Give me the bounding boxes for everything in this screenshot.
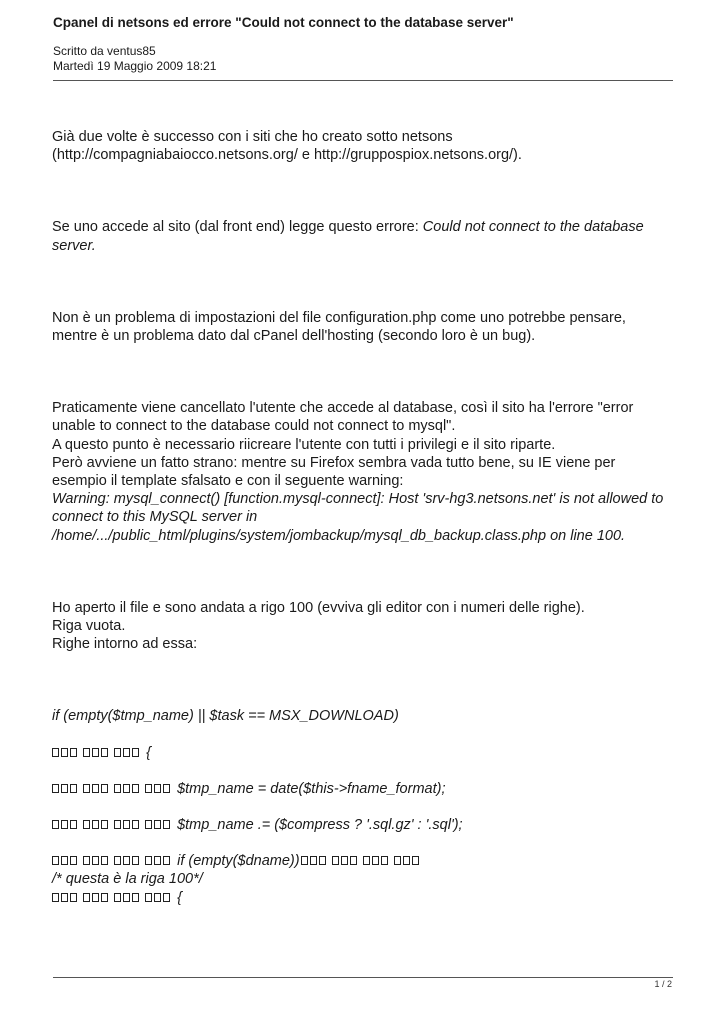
page-number: 1 / 2	[654, 979, 672, 989]
code-line: if (empty($dname))	[52, 852, 677, 870]
text-line	[52, 218, 677, 254]
footer-divider	[53, 977, 673, 978]
text-line: A questo punto è necessario riicreare l'utente con tutti i privilegi e il sito riparte.	[52, 436, 556, 453]
page-title: Cpanel di netsons ed errore "Could not connect to the database server"	[53, 15, 514, 30]
missing-glyph-icon	[52, 816, 172, 834]
code-line: {	[52, 744, 677, 762]
code-line: {	[52, 889, 677, 907]
missing-glyph-icon	[52, 744, 141, 762]
author-line: Scritto da ventus85	[53, 44, 156, 58]
code-comment: /* questa è la riga 100*/	[52, 871, 203, 888]
missing-glyph-icon	[52, 889, 172, 907]
paragraph-2	[52, 218, 677, 254]
text-line: esempio il template sfalsato e con il seguente warning:	[52, 473, 404, 490]
text-line: Non è un problema di impostazioni del file configuration.php come uno potrebbe pensare,	[52, 309, 626, 326]
code-line: $tmp_name = date($this->fname_format);	[52, 780, 677, 798]
warning-line: connect to this MySQL server in	[52, 509, 258, 526]
text-line: Però avviene un fatto strano: mentre su Firefox sembra vada tutto bene, su IE viene per	[52, 454, 616, 471]
paragraph-4	[52, 399, 677, 545]
paragraph-1	[52, 128, 677, 164]
error-intro: Se uno accede al sito (dal front end) legge questo errore:	[52, 219, 423, 236]
text-line: Riga vuota.	[52, 618, 126, 635]
warning-line: /home/.../public_html/plugins/system/jombackup/mysql_db_backup.class.php on line 100.	[52, 527, 626, 544]
text-line: Ho aperto il file e sono andata a rigo 100 (evviva gli editor con i numeri delle righe).	[52, 599, 585, 616]
header-divider	[53, 80, 673, 81]
missing-glyph-icon	[52, 780, 172, 798]
error-message: Could not connect to the database server.	[52, 219, 644, 254]
text-line: Praticamente viene cancellato l'utente che accede al database, così il sito ha l'errore "error	[52, 400, 634, 417]
text-line: mentre è un problema dato dal cPanel dell'hosting (secondo loro è un bug).	[52, 328, 536, 345]
text-line: unable to connect to the database could not connect to mysql".	[52, 418, 456, 435]
date-line: Martedì 19 Maggio 2009 18:21	[53, 59, 217, 73]
article-body	[52, 128, 677, 907]
code-block	[52, 707, 677, 906]
code-line: if (empty($tmp_name) || $task == MSX_DOWNLOAD)	[52, 708, 399, 725]
missing-glyph-icon	[301, 852, 421, 870]
paragraph-5	[52, 599, 677, 654]
paragraph-3	[52, 309, 677, 345]
text-line: Righe intorno ad essa:	[52, 636, 198, 653]
code-line: $tmp_name .= ($compress ? '.sql.gz' : '.sql');	[52, 816, 677, 834]
document-header	[53, 14, 673, 74]
missing-glyph-icon	[52, 852, 172, 870]
warning-line: Warning: mysql_connect() [function.mysql-connect]: Host 'srv-hg3.netsons.net' is not allowed to	[52, 491, 664, 508]
text-line: Già due volte è successo con i siti che ho creato sotto netsons	[52, 129, 453, 145]
text-line: (http://compagniabaiocco.netsons.org/ e http://gruppospiox.netsons.org/).	[52, 147, 522, 164]
article-meta	[53, 44, 673, 74]
